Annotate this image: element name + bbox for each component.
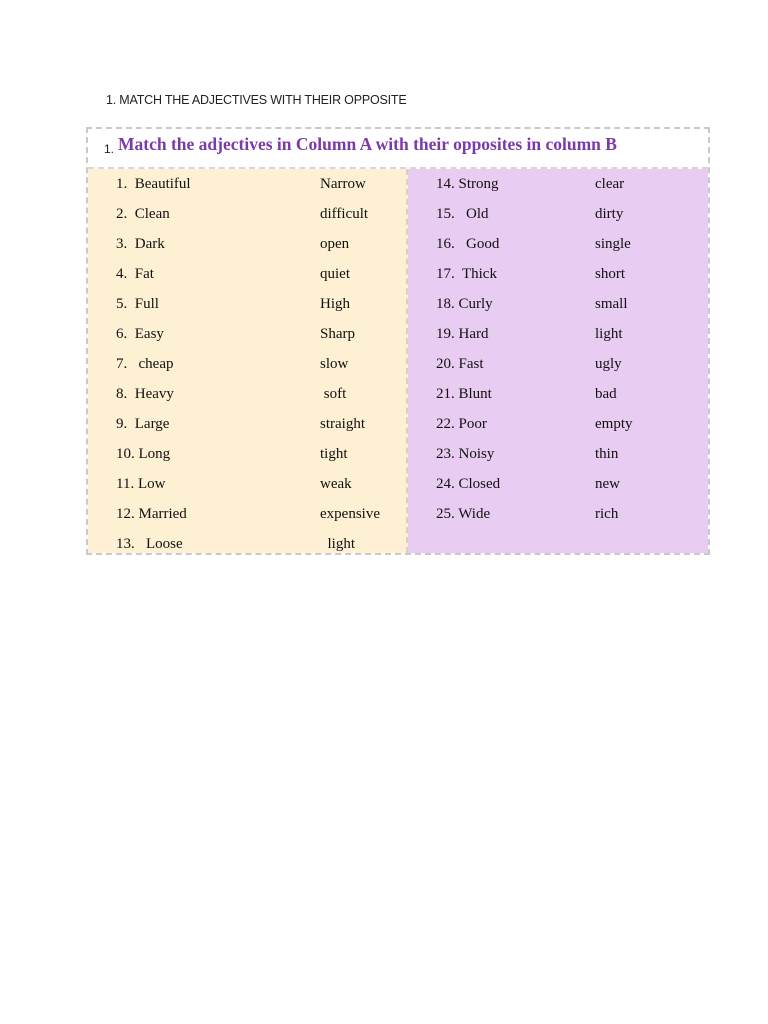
list-item (408, 379, 708, 409)
adjective: 13. Loose (116, 536, 183, 552)
list-item (88, 439, 406, 469)
list-item (408, 169, 708, 199)
list-item (408, 409, 708, 439)
adjective: 6. Easy (116, 326, 164, 342)
list-item (408, 499, 708, 529)
list-item (88, 229, 406, 259)
opposite-word: dirty (595, 206, 624, 222)
adjective: 20. Fast (436, 356, 484, 372)
opposite-word: light (320, 536, 356, 552)
adjective: 17. Thick (436, 266, 497, 282)
opposite-word: single (595, 236, 631, 252)
column-a (88, 169, 408, 553)
adjective: 21. Blunt (436, 386, 492, 402)
opposite-word: soft (320, 386, 347, 402)
list-item (88, 259, 406, 289)
list-item (408, 229, 708, 259)
adjective: 3. Dark (116, 236, 165, 252)
column-b (408, 169, 708, 553)
adjective: 19. Hard (436, 326, 489, 342)
list-item (408, 469, 708, 499)
list-item (408, 259, 708, 289)
worksheet-title: Match the adjectives in Column A with their opposites in column B (118, 134, 617, 154)
opposite-word: weak (320, 476, 352, 492)
adjective: 8. Heavy (116, 386, 174, 402)
adjective: 11. Low (116, 476, 166, 492)
opposite-word: quiet (320, 266, 350, 282)
list-item (88, 469, 406, 499)
list-item (88, 499, 406, 529)
adjective: 10. Long (116, 446, 171, 462)
opposite-word: empty (595, 416, 633, 432)
list-item (88, 529, 406, 559)
list-item (88, 409, 406, 439)
adjective: 4. Fat (116, 266, 154, 282)
opposite-word: bad (595, 386, 617, 402)
list-item (88, 289, 406, 319)
opposite-word: clear (595, 176, 625, 192)
opposite-word: Sharp (320, 326, 355, 342)
adjective: 25. Wide (436, 506, 491, 522)
adjective: 23. Noisy (436, 446, 495, 462)
list-item (408, 319, 708, 349)
opposite-word: Narrow (320, 176, 366, 192)
adjective: 12. Married (116, 506, 187, 522)
list-item (408, 349, 708, 379)
title-number: 1. (104, 142, 115, 156)
opposite-word: short (595, 266, 625, 282)
opposite-word: open (320, 236, 350, 252)
opposite-word: small (595, 296, 628, 312)
adjective: 2. Clean (116, 206, 170, 222)
list-item (88, 319, 406, 349)
adjective: 15. Old (436, 206, 489, 222)
opposite-word: thin (595, 446, 619, 462)
list-item (88, 379, 406, 409)
list-item (88, 199, 406, 229)
opposite-word: light (595, 326, 623, 342)
opposite-word: expensive (320, 506, 380, 522)
adjective: 1. Beautiful (116, 176, 191, 192)
adjective: 22. Poor (436, 416, 487, 432)
page-heading: 1. MATCH THE ADJECTIVES WITH THEIR OPPOSITE (106, 93, 407, 107)
opposite-word: slow (320, 356, 349, 372)
opposite-word: rich (595, 506, 619, 522)
list-item (408, 439, 708, 469)
opposite-word: straight (320, 416, 365, 432)
worksheet-table (86, 127, 710, 555)
adjective: 14. Strong (436, 176, 499, 192)
adjective: 9. Large (116, 416, 170, 432)
list-item (88, 169, 406, 199)
adjective: 24. Closed (436, 476, 501, 492)
adjective: 5. Full (116, 296, 159, 312)
opposite-word: new (595, 476, 620, 492)
opposite-word: High (320, 296, 350, 312)
worksheet-title-row (88, 129, 708, 169)
list-item (408, 289, 708, 319)
list-item (88, 349, 406, 379)
opposite-word: ugly (595, 356, 622, 372)
list-item (408, 199, 708, 229)
adjective: 18. Curly (436, 296, 493, 312)
adjective: 7. cheap (116, 356, 174, 372)
opposite-word: difficult (320, 206, 369, 222)
opposite-word: tight (320, 446, 348, 462)
adjective: 16. Good (436, 236, 500, 252)
